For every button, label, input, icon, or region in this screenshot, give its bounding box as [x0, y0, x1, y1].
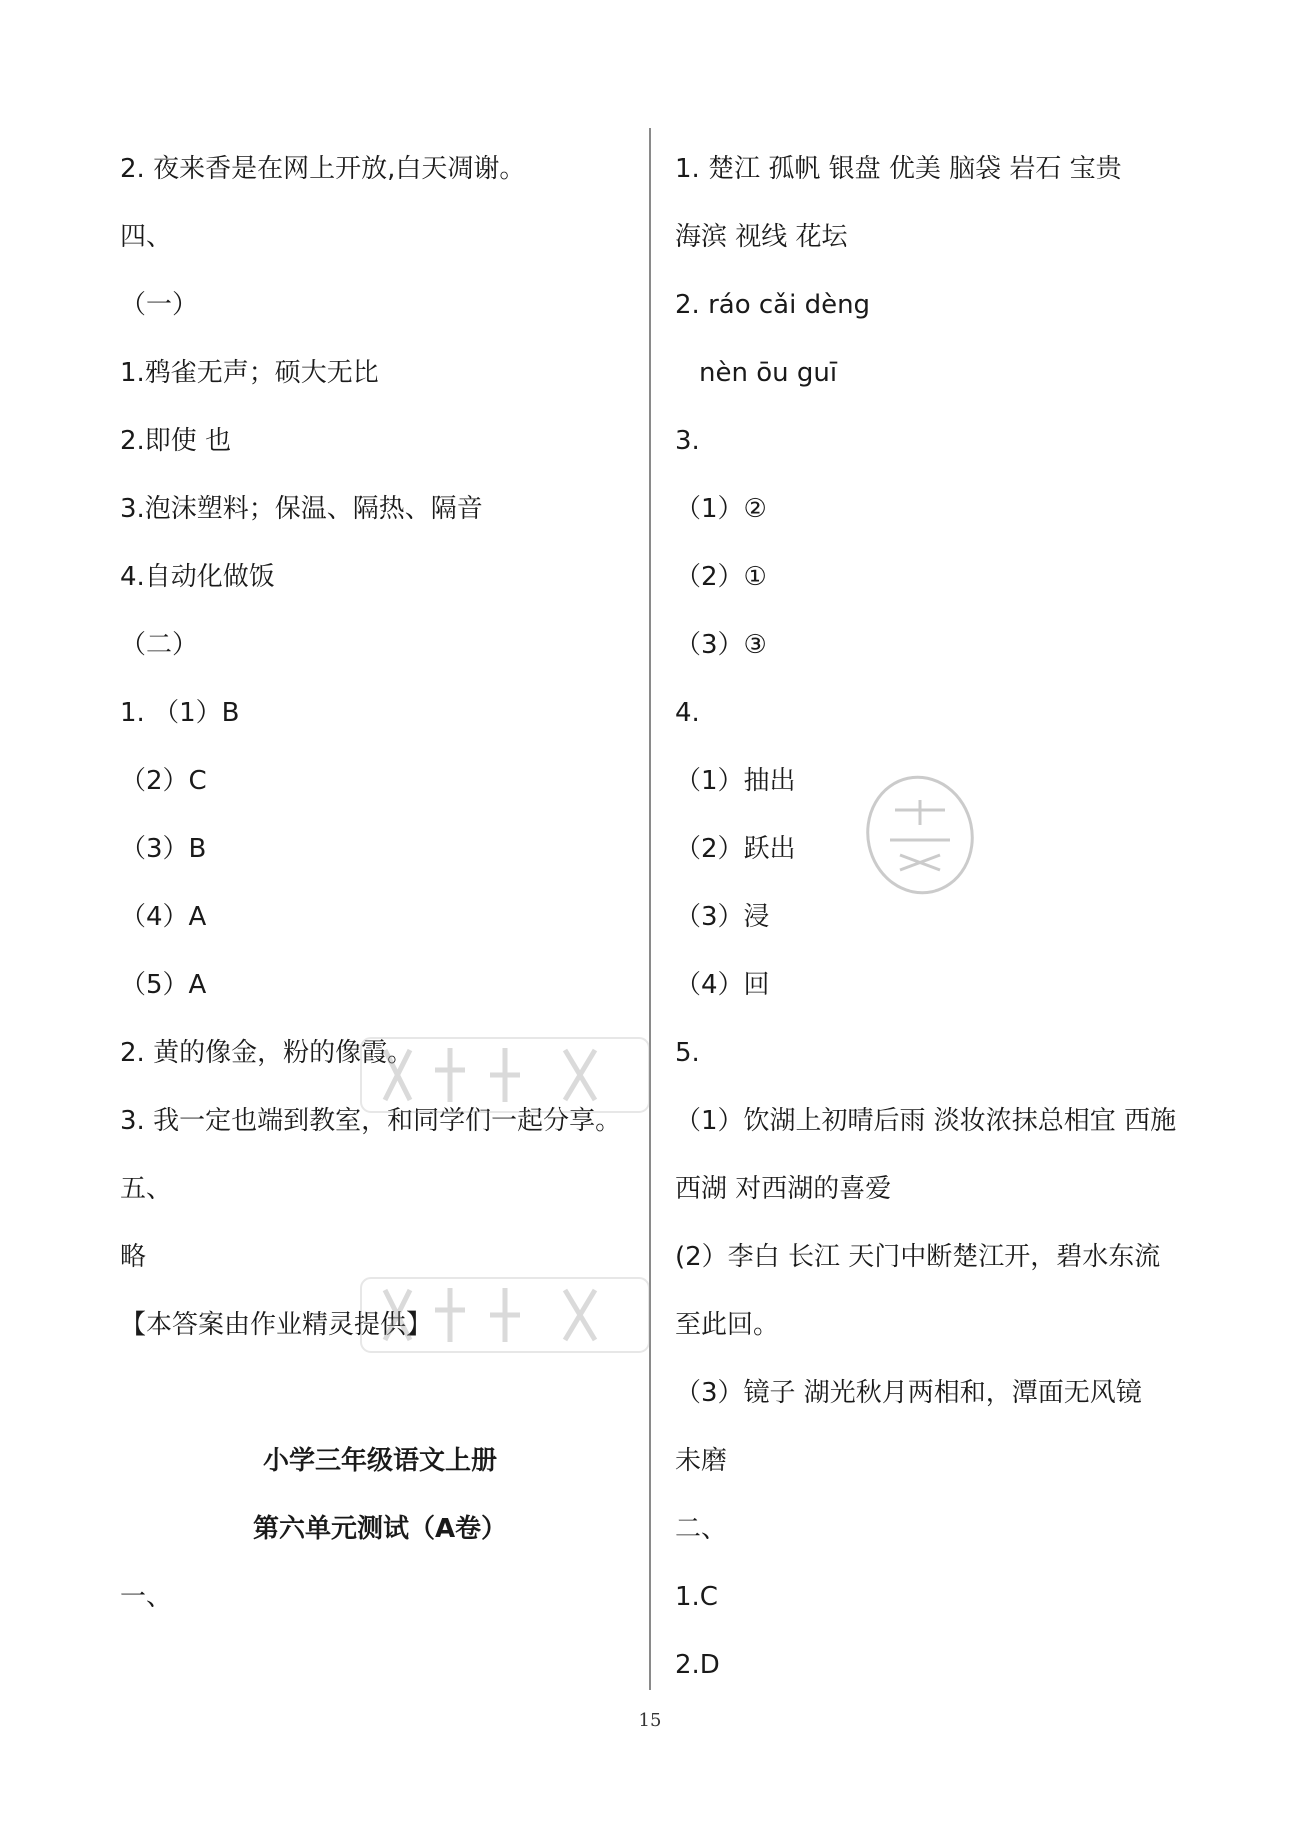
watermark-shape	[355, 1270, 655, 1360]
answer-line: 2.即使 也	[120, 426, 232, 456]
answer-line: （3）镜子 湖光秋月两相和，潭面无风镜	[675, 1378, 1142, 1408]
watermark-logo	[355, 1270, 655, 1376]
answer-line: 未磨	[675, 1446, 728, 1476]
answer-line: 1.鸦雀无声；硕大无比	[120, 358, 379, 388]
answer-line: 3.	[675, 426, 700, 456]
answer-line: （3）B	[120, 834, 207, 864]
answer-line: nèn ōu guī	[699, 358, 838, 388]
answer-line: 2. 黄的像金，粉的像霞。	[120, 1038, 414, 1068]
answer-line: 1. 楚江 孤帆 银盘 优美 脑袋 岩石 宝贵	[675, 154, 1122, 184]
answer-line: （1）抽出	[675, 766, 796, 796]
answer-line: （5）A	[120, 970, 207, 1000]
answer-line: 3.泡沫塑料；保温、隔热、隔音	[120, 494, 483, 524]
answer-line: （3）③	[675, 630, 767, 660]
answer-line: 5.	[675, 1038, 700, 1068]
section-heading: 四、	[120, 222, 173, 252]
answer-line: 海滨 视线 花坛	[675, 222, 848, 252]
page-number: 15	[638, 1710, 662, 1731]
answer-line: 西湖 对西湖的喜爱	[675, 1174, 892, 1204]
answer-line: （2）①	[675, 562, 767, 592]
section-heading: 五、	[120, 1174, 173, 1204]
answer-line: 1.C	[675, 1582, 718, 1612]
section-heading: 一、	[120, 1582, 173, 1612]
answer-line: 2. ráo cǎi dèng	[675, 290, 871, 320]
answer-line: （3）浸	[675, 902, 770, 932]
watermark-logo	[355, 1030, 655, 1136]
section-title: 小学三年级语文上册	[262, 1446, 497, 1476]
answer-line: 3. 我一定也端到教室，和同学们一起分享。	[120, 1106, 622, 1136]
answer-line: （2）C	[120, 766, 207, 796]
subsection-heading: （二）	[120, 630, 199, 660]
watermark-shape	[355, 1030, 655, 1120]
credit-line: 【本答案由作业精灵提供】	[120, 1310, 433, 1340]
answer-line: 2. 夜来香是在网上开放,白天凋谢。	[120, 154, 526, 184]
section-heading: 二、	[675, 1514, 728, 1544]
section-subtitle: 第六单元测试（A卷）	[252, 1514, 508, 1544]
answer-line: 2.D	[675, 1650, 720, 1680]
answer-line: （4）A	[120, 902, 207, 932]
answer-line: （4）回	[675, 970, 770, 1000]
answer-line: 4.	[675, 698, 700, 728]
column-divider	[649, 128, 651, 1690]
answer-line: 略	[120, 1242, 147, 1272]
answer-line: （1）饮湖上初晴后雨 淡妆浓抹总相宜 西施	[675, 1106, 1177, 1136]
subsection-heading: （一）	[120, 290, 199, 320]
seal-logo	[860, 770, 980, 900]
answer-line: 4.自动化做饭	[120, 562, 275, 592]
answer-line: （2）跃出	[675, 834, 796, 864]
answer-line: （1）②	[675, 494, 767, 524]
answer-line: (2）李白 长江 天门中断楚江开，碧水东流	[675, 1242, 1161, 1272]
answer-line: 至此回。	[675, 1310, 780, 1340]
seal-shape	[860, 770, 980, 900]
answer-line: 1. （1）B	[120, 698, 240, 728]
